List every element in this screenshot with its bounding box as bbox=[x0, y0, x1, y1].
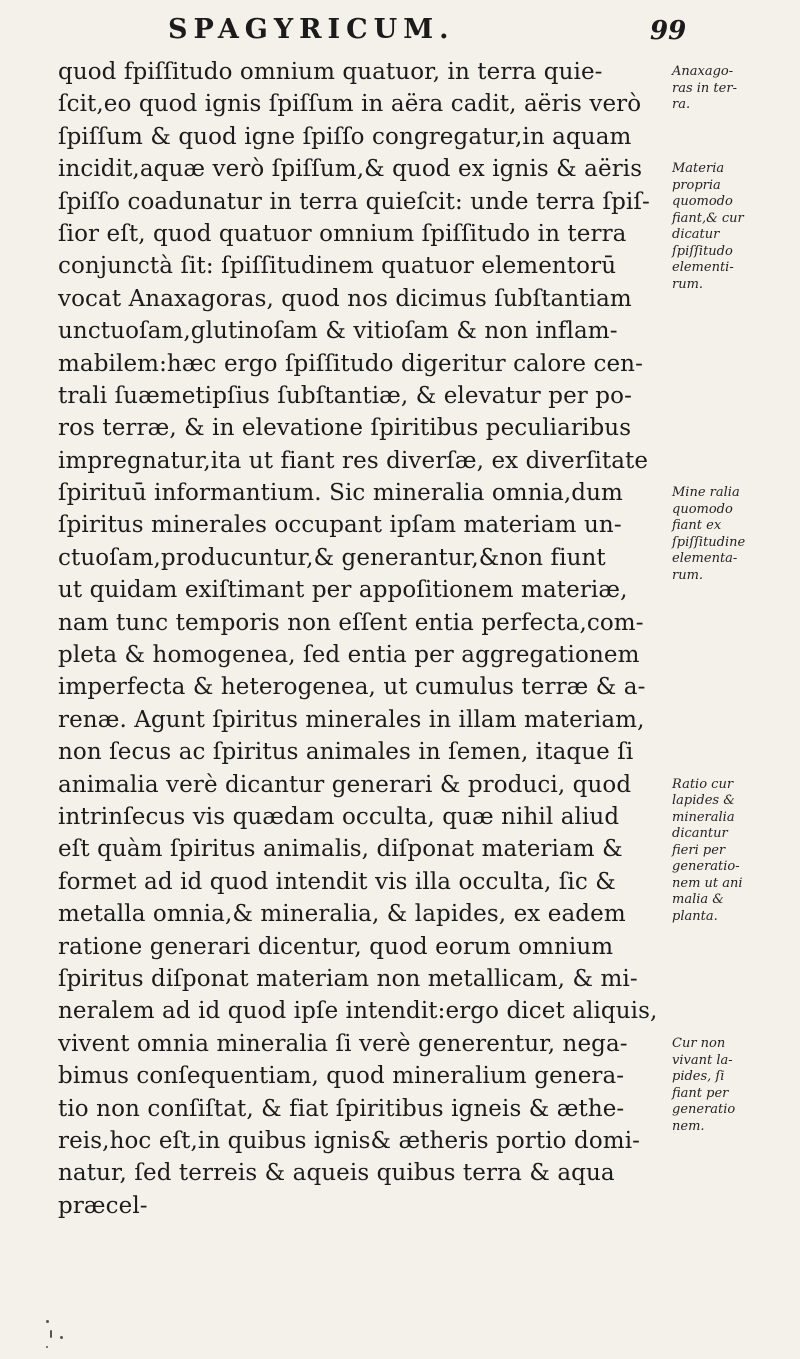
text-line: incidit,aquæ verò ſpiſſum,& quod ex ignis & aëris bbox=[58, 156, 643, 183]
marginal-note-line: elementi- bbox=[672, 260, 734, 276]
text-line: animalia verè dicantur generari & produci, quod bbox=[58, 771, 632, 798]
text-line: ſpiritus diſponat materiam non metallicam, & mi- bbox=[58, 965, 638, 992]
text-line: reis,hoc eſt,in quibus ignis& ætheris portio domi- bbox=[58, 1127, 641, 1154]
marginal-note-line: dicatur bbox=[672, 227, 720, 243]
text-line: ſpiſſo coadunatur in terra quieſcit: unde terra ſpiſ- bbox=[58, 188, 650, 215]
text-line: ſcit,eo quod ignis ſpiſſum in aëra cadit, aëris verò bbox=[58, 91, 642, 118]
text-line: ſpirituū informantium. Sic mineralia omnia,dum bbox=[58, 480, 623, 507]
marginal-note-line: nem. bbox=[672, 1118, 705, 1134]
text-line: trali ſuæmetipſius ſubſtantiæ, & elevatur per po- bbox=[58, 382, 632, 409]
text-line: impregnatur,ita ut fiant res diverſæ, ex diverſitate bbox=[58, 447, 649, 474]
marginal-note-line: dicantur bbox=[672, 826, 728, 842]
marginal-note-line: Anaxago- bbox=[672, 64, 734, 79]
text-line: neralem ad id quod ipſe intendit:ergo dicet aliquis, bbox=[58, 998, 658, 1025]
marginal-note-line: Materia bbox=[672, 161, 725, 177]
text-line: mabilem:hæc ergo ſpiſſitudo digeritur calore cen- bbox=[58, 350, 643, 377]
main-text bbox=[58, 56, 658, 1222]
text-line: unctuoſam,glutinoſam & vitioſam & non inflam- bbox=[58, 318, 618, 345]
text-line: ſior eſt, quod quatuor omnium ſpiſſitudo in terra bbox=[58, 220, 627, 247]
text-line: conjunctà ſit: ſpiſſitudinem quatuor elementorū bbox=[58, 253, 617, 280]
text-line: bimus conſequentiam, quod mineralium genera- bbox=[58, 1063, 625, 1090]
text-line: ſpiritus minerales occupant ipſam materiam un- bbox=[58, 512, 622, 539]
text-line: natur, ſed terreis & aqueis quibus terra & aqua bbox=[58, 1160, 615, 1187]
running-head: SPAGYRICUM. bbox=[168, 14, 455, 45]
marginal-note-line: quomodo bbox=[672, 501, 733, 517]
marginal-note-line: generatio bbox=[672, 1102, 736, 1117]
text-line: ratione generari dicentur, quod eorum omnium bbox=[58, 933, 614, 960]
marginal-note-line: elementa- bbox=[672, 551, 738, 567]
marginal-note-line: rum. bbox=[672, 567, 704, 583]
text-line: vivent omnia mineralia ſi verè generentur, nega- bbox=[58, 1030, 628, 1057]
marginal-note-line: ra. bbox=[672, 97, 691, 112]
text-line: quod fpiſſitudo omnium quatuor, in terra quie- bbox=[58, 59, 603, 85]
marginal-note-materia bbox=[672, 161, 794, 293]
text-line: vocat Anaxagoras, quod nos dicimus ſubſtantiam bbox=[58, 285, 632, 312]
marginal-note-line: fiant,& cur bbox=[672, 210, 744, 226]
text-line: eſt quàm ſpiritus animalis, diſponat materiam & bbox=[58, 836, 623, 863]
marginal-note-line: generatio- bbox=[672, 859, 740, 875]
marginal-note-line: fiant per bbox=[672, 1085, 729, 1101]
marginal-note-line: ras in ter- bbox=[672, 80, 737, 96]
text-line: nam tunc temporis non eſſent entia perfecta,com- bbox=[58, 609, 644, 636]
text-line: ſpiſſum & quod igne ſpiſſo congregatur,in aquam bbox=[58, 123, 632, 150]
text-line: ros terræ, & in elevatione ſpiritibus peculiaribus bbox=[58, 415, 632, 442]
marginal-note-line: fieri per bbox=[672, 842, 726, 858]
marginal-note-line: rum. bbox=[672, 276, 704, 292]
marginal-note-line: malia & bbox=[672, 892, 724, 908]
marginal-note-mineralia bbox=[672, 485, 794, 584]
marginal-note-line: Mine ralia bbox=[672, 485, 740, 501]
marginal-note-line: nem ut ani bbox=[672, 875, 743, 891]
marginal-note-curnon bbox=[672, 1036, 794, 1135]
text-line: pleta & homogenea, ſed entia per aggregationem bbox=[58, 642, 640, 669]
page-header bbox=[0, 14, 800, 54]
marginal-note-line: mineralia bbox=[672, 809, 735, 825]
marginal-note-line: planta. bbox=[672, 908, 718, 924]
marginal-note-line: lapides & bbox=[672, 793, 735, 809]
marginal-note-line: vivant la- bbox=[672, 1052, 733, 1068]
marginal-note-line: fiant ex bbox=[672, 518, 722, 534]
text-line: metalla omnia,& mineralia, & lapides, ex eadem bbox=[58, 901, 626, 928]
marginal-note-line: propria bbox=[672, 177, 721, 193]
text-line: tio non conſiſtat, & fiat ſpiritibus igneis & æthe- bbox=[58, 1095, 625, 1122]
text-line: præcel- bbox=[58, 1192, 148, 1219]
print-specks bbox=[40, 1300, 120, 1355]
marginal-note-line: Cur non bbox=[672, 1036, 726, 1051]
marginal-note-line: Ratio cur bbox=[672, 776, 734, 792]
text-line: non ſecus ac ſpiritus animales in ſemen, itaque ſi bbox=[58, 739, 634, 766]
marginal-note-line: ſpiſſitudine bbox=[672, 534, 746, 550]
text-line: renæ. Agunt ſpiritus minerales in illam materiam, bbox=[58, 706, 645, 733]
text-line: formet ad id quod intendit vis illa occulta, ſic & bbox=[58, 868, 616, 895]
marginal-note-line: pides, ſi bbox=[672, 1069, 725, 1084]
marginal-note-ratio bbox=[672, 777, 794, 926]
text-line: ctuoſam,producuntur,& generantur,&non fiunt bbox=[58, 544, 606, 571]
text-line: intrinſecus vis quædam occulta, quæ nihil aliud bbox=[58, 803, 620, 830]
text-line: imperfecta & heterogenea, ut cumulus terræ & a- bbox=[58, 674, 646, 701]
marginal-note-anaxagoras bbox=[672, 64, 794, 114]
marginal-note-line: ſpiſſitudo bbox=[672, 243, 733, 259]
marginal-note-line: quomodo bbox=[672, 194, 733, 210]
page-number: 99 bbox=[650, 16, 687, 46]
text-line: ut quidam exiſtimant per appoſitionem materiæ, bbox=[58, 577, 628, 604]
